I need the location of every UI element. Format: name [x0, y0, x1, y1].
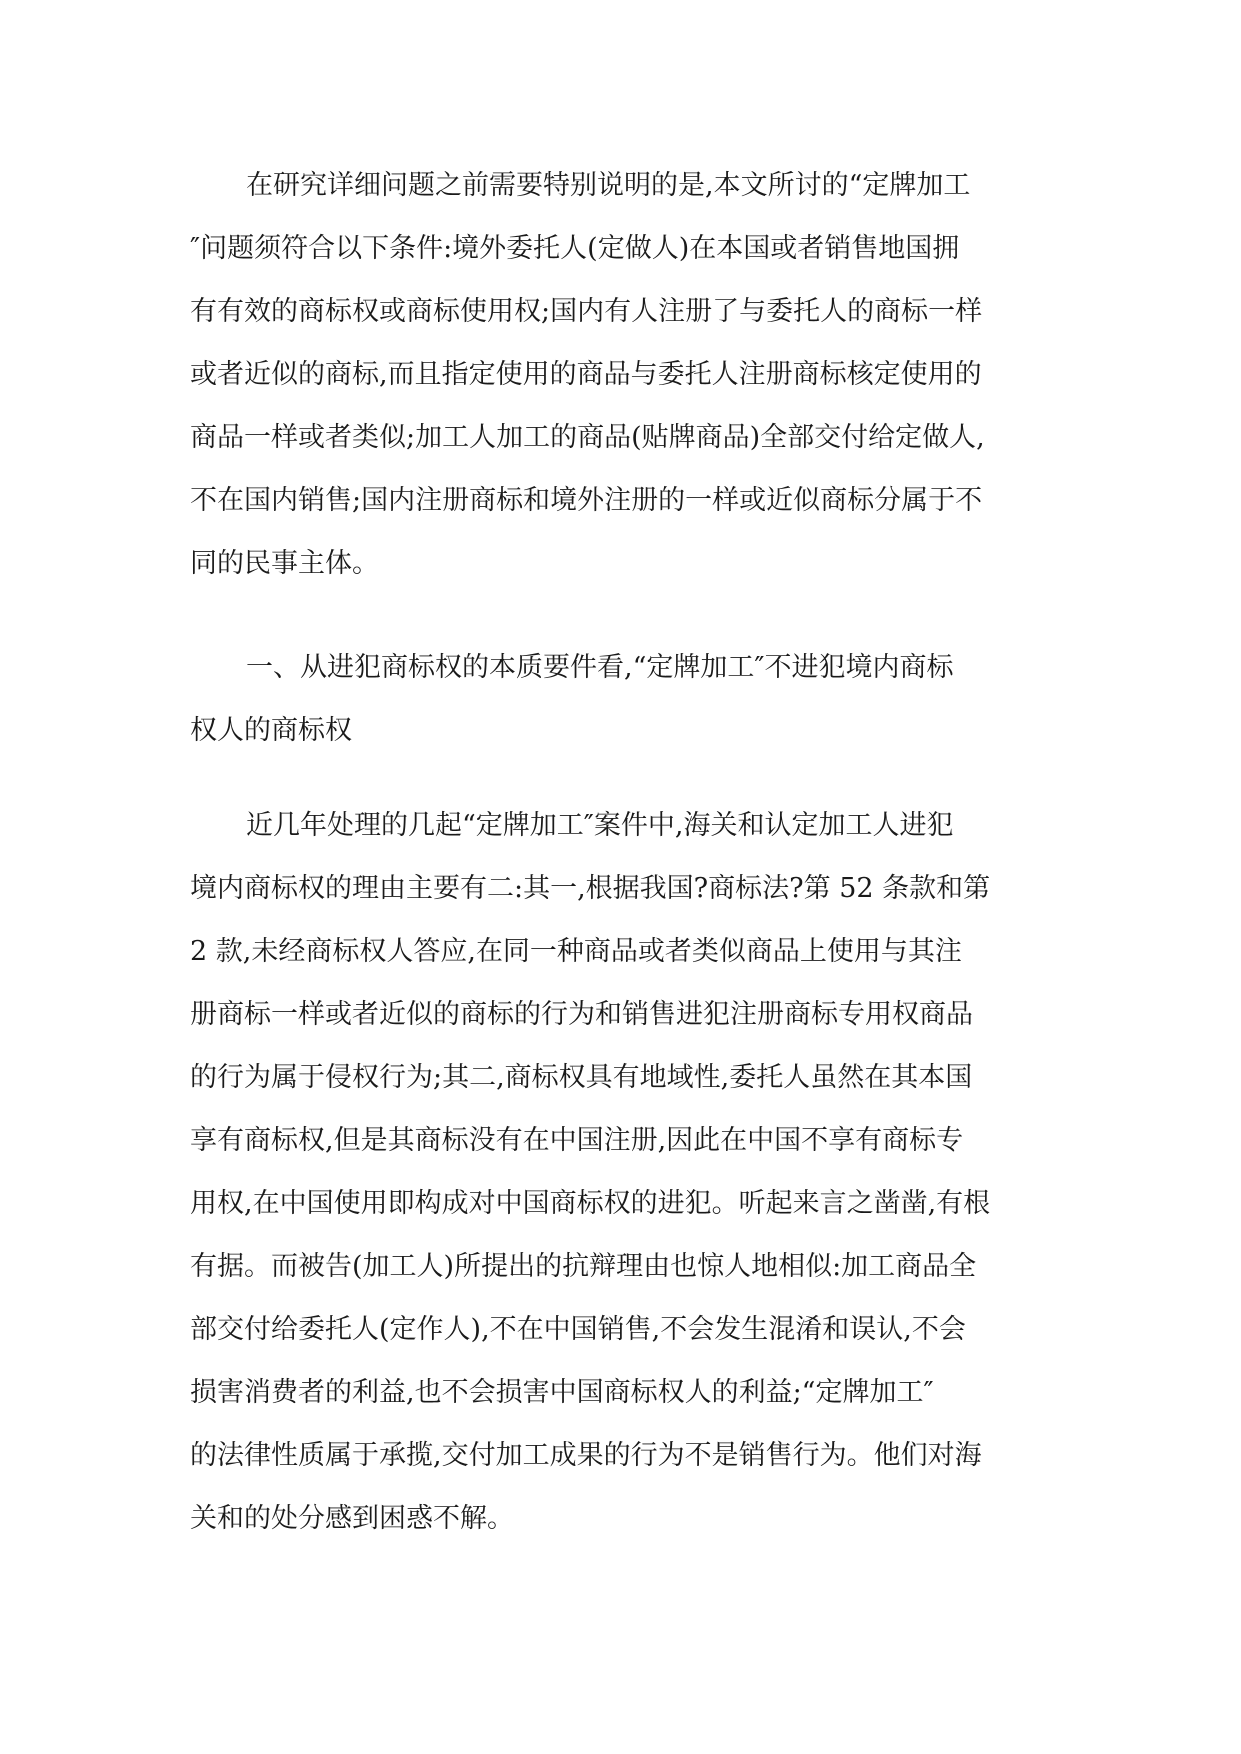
paragraph-3-line-5: 的行为属于侵权行为;其二,商标权具有地域性,委托人虽然在其本国 — [190, 1062, 973, 1093]
paragraph-3-line-11: 的法律性质属于承揽,交付加工成果的行为不是销售行为。他们对海 — [190, 1440, 982, 1471]
paragraph-3-line-10: 损害消费者的利益,也不会损害中国商标权人的利益;“定牌加工″ — [190, 1377, 934, 1408]
section-heading-line-1: 一、从进犯商标权的本质要件看,“定牌加工″不进犯境内商标 — [246, 652, 954, 683]
paragraph-1-line-2: ″问题须符合以下条件:境外委托人(定做人)在本国或者销售地国拥 — [190, 233, 960, 264]
paragraph-1-line-1: 在研究详细问题之前需要特别说明的是,本文所讨的“定牌加工 — [246, 170, 971, 201]
paragraph-3-line-6: 享有商标权,但是其商标没有在中国注册,因此在中国不享有商标专 — [190, 1125, 964, 1156]
paragraph-1-line-4: 或者近似的商标,而且指定使用的商品与委托人注册商标核定使用的 — [190, 359, 982, 390]
paragraph-1-line-5: 商品一样或者类似;加工人加工的商品(贴牌商品)全部交付给定做人, — [190, 422, 985, 453]
paragraph-3-line-1: 近几年处理的几起“定牌加工″案件中,海关和认定加工人进犯 — [246, 810, 954, 841]
paragraph-3-line-2: 境内商标权的理由主要有二:其一,根据我国?商标法?第 52 条款和第 — [190, 873, 991, 904]
section-heading-line-2: 权人的商标权 — [190, 715, 352, 746]
paragraph-3-line-12: 关和的处分感到困惑不解。 — [190, 1503, 514, 1534]
paragraph-1-line-7: 同的民事主体。 — [190, 548, 379, 579]
paragraph-3-line-8: 有据。而被告(加工人)所提出的抗辩理由也惊人地相似:加工商品全 — [190, 1251, 977, 1282]
paragraph-1-line-3: 有有效的商标权或商标使用权;国内有人注册了与委托人的商标一样 — [190, 296, 983, 327]
paragraph-3-line-9: 部交付给委托人(定作人),不在中国销售,不会发生混淆和误认,不会 — [190, 1314, 966, 1345]
paragraph-3-line-4: 册商标一样或者近似的商标的行为和销售进犯注册商标专用权商品 — [190, 999, 973, 1030]
paragraph-3-line-7: 用权,在中国使用即构成对中国商标权的进犯。听起来言之凿凿,有根 — [190, 1188, 991, 1219]
paragraph-1-line-6: 不在国内销售;国内注册商标和境外注册的一样或近似商标分属于不 — [190, 485, 983, 516]
paragraph-3-line-3: 2 款,未经商标权人答应,在同一种商品或者类似商品上使用与其注 — [190, 936, 962, 967]
